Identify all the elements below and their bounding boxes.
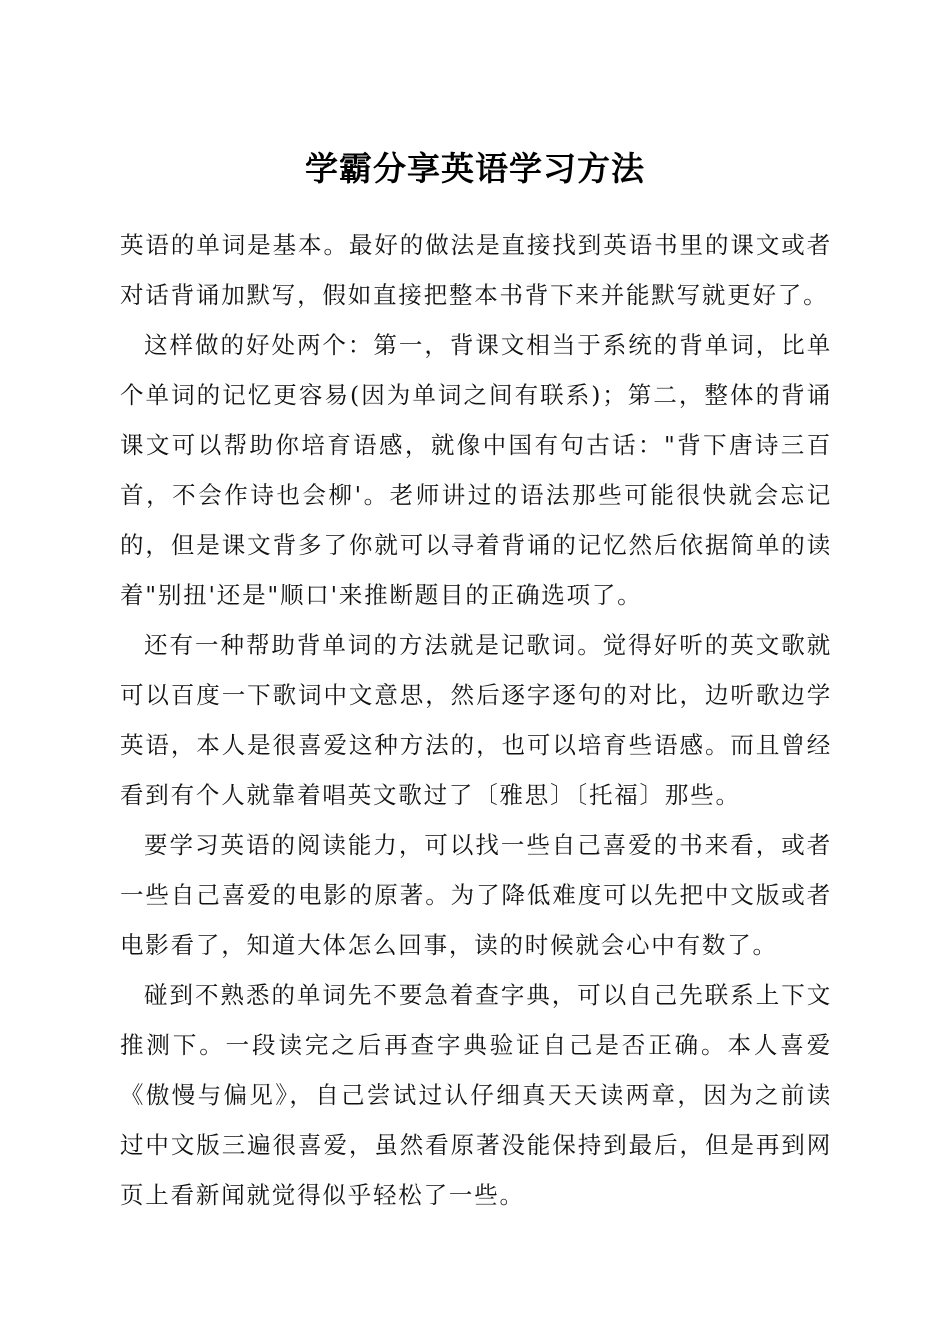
paragraph-1: 英语的单词是基本。最好的做法是直接找到英语书里的课文或者对话背诵加默写，假如直接把整本书背下来并能默写就更好了。	[120, 231, 832, 309]
paragraph-2: 这样做的好处两个：第一，背课文相当于系统的背单词，比单个单词的记忆更容易(因为单词之间有联系)；第二，整体的背诵课文可以帮助你培育语感，就像中国有句古话："背下唐诗三百首，不会作诗也会柳'。老师讲过的语法那些可能很快就会忘记的，但是课文背多了你就可以寻着背诵的记忆然后依据简单的读着"别扭'还是"顺口'来推断题目的正确选项了。	[120, 331, 832, 609]
paragraph-3: 还有一种帮助背单词的方法就是记歌词。觉得好听的英文歌就可以百度一下歌词中文意思，然后逐字逐句的对比，边听歌边学英语，本人是很喜爱这种方法的，也可以培育些语感。而且曾经看到有个人就靠着唱英文歌过了〔雅思〕〔托福〕那些。	[120, 631, 832, 809]
document-title: 学霸分享英语学习方法	[305, 149, 645, 188]
paragraph-4: 要学习英语的阅读能力，可以找一些自己喜爱的书来看，或者一些自己喜爱的电影的原著。为了降低难度可以先把中文版或者电影看了，知道大体怎么回事，读的时候就会心中有数了。	[120, 831, 832, 959]
document-body	[120, 220, 832, 1220]
paragraph-5: 碰到不熟悉的单词先不要急着查字典，可以自己先联系上下文推测下。一段读完之后再查字典验证自己是否正确。本人喜爱《傲慢与偏见》，自己尝试过认仔细真天天读两章，因为之前读过中文版三遍很喜爱，虽然看原著没能保持到最后，但是再到网页上看新闻就觉得似乎轻松了一些。	[120, 981, 832, 1209]
